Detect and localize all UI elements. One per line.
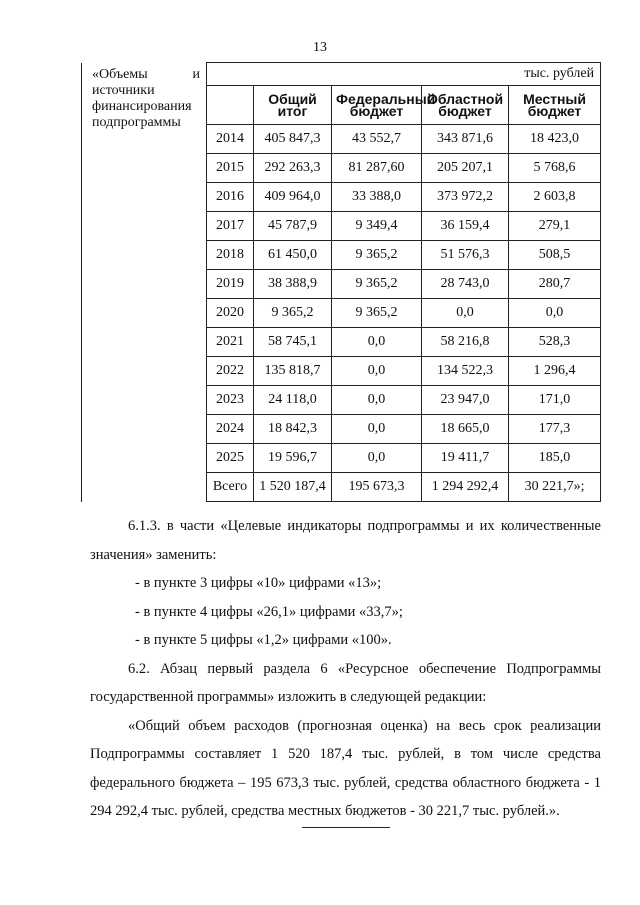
total-cell: 45 787,9 [254, 212, 332, 241]
local-cell: 30 221,7»; [509, 473, 601, 502]
regional-cell: 18 665,0 [422, 415, 509, 444]
regional-cell: 343 871,6 [422, 125, 509, 154]
label-line-sources: источники [92, 82, 155, 98]
local-cell: 185,0 [509, 444, 601, 473]
table-label-cell [82, 63, 207, 502]
regional-cell: 36 159,4 [422, 212, 509, 241]
regional-cell: 28 743,0 [422, 270, 509, 299]
year-cell: 2015 [207, 154, 254, 183]
header-local: Местный бюджет [509, 86, 601, 125]
local-cell: 0,0 [509, 299, 601, 328]
total-cell: 409 964,0 [254, 183, 332, 212]
header-regional: Областной бюджет [422, 86, 509, 125]
regional-cell: 134 522,3 [422, 357, 509, 386]
federal-cell: 9 365,2 [332, 270, 422, 299]
local-cell: 171,0 [509, 386, 601, 415]
total-cell: 292 263,3 [254, 154, 332, 183]
bullet-item-3: - в пункте 3 цифры «10» цифрами «13»; [135, 575, 382, 591]
regional-cell: 23 947,0 [422, 386, 509, 415]
year-cell: 2022 [207, 357, 254, 386]
body-text [90, 512, 601, 826]
year-cell: 2024 [207, 415, 254, 444]
federal-cell: 0,0 [332, 357, 422, 386]
units-cell: тыс. рублей [207, 63, 601, 86]
local-cell: 2 603,8 [509, 183, 601, 212]
local-cell: 528,3 [509, 328, 601, 357]
regional-cell: 19 411,7 [422, 444, 509, 473]
label-line-financing: финансирования [92, 98, 192, 114]
total-cell: 135 818,7 [254, 357, 332, 386]
year-cell: 2021 [207, 328, 254, 357]
regional-cell: 1 294 292,4 [422, 473, 509, 502]
header-federal: Федеральный бюджет [332, 86, 422, 125]
federal-cell: 33 388,0 [332, 183, 422, 212]
federal-cell: 0,0 [332, 386, 422, 415]
total-cell: 24 118,0 [254, 386, 332, 415]
total-cell: 405 847,3 [254, 125, 332, 154]
regional-cell: 51 576,3 [422, 241, 509, 270]
total-label-cell: Всего [207, 473, 254, 502]
total-cell: 19 596,7 [254, 444, 332, 473]
total-cell: 1 520 187,4 [254, 473, 332, 502]
federal-cell: 0,0 [332, 415, 422, 444]
label-word-volumes: «Объемы [92, 66, 148, 82]
federal-cell: 9 349,4 [332, 212, 422, 241]
federal-cell: 195 673,3 [332, 473, 422, 502]
paragraph-6-1-3: 6.1.3. в части «Целевые индикаторы подпрограммы и их количественные значения» заменить: [90, 518, 601, 563]
year-cell: 2017 [207, 212, 254, 241]
federal-cell: 0,0 [332, 328, 422, 357]
page-number: 13 [313, 40, 327, 55]
total-cell: 58 745,1 [254, 328, 332, 357]
paragraph-quote: «Общий объем расходов (прогнозная оценка) на весь срок реализации Подпрограммы составляет 1 520 187,4 тыс. рублей, в том числе средства федерального бюджета – 195 673,3 тыс. рублей, средства областного бюджета - 1 294 292,4 тыс. рублей, средства местных бюджетов - 30 221,7 тыс. рублей.». [90, 717, 601, 819]
total-cell: 38 388,9 [254, 270, 332, 299]
federal-cell: 9 365,2 [332, 299, 422, 328]
regional-cell: 0,0 [422, 299, 509, 328]
local-cell: 1 296,4 [509, 357, 601, 386]
year-cell: 2019 [207, 270, 254, 299]
year-cell: 2025 [207, 444, 254, 473]
local-cell: 18 423,0 [509, 125, 601, 154]
bullet-item-4: - в пункте 4 цифры «26,1» цифрами «33,7»; [135, 603, 403, 620]
regional-cell: 205 207,1 [422, 154, 509, 183]
local-cell: 280,7 [509, 270, 601, 299]
footer-rule [302, 827, 390, 828]
funding-table [81, 62, 601, 502]
regional-cell: 373 972,2 [422, 183, 509, 212]
total-cell: 18 842,3 [254, 415, 332, 444]
federal-cell: 0,0 [332, 444, 422, 473]
federal-cell: 43 552,7 [332, 125, 422, 154]
year-cell: 2020 [207, 299, 254, 328]
local-cell: 177,3 [509, 415, 601, 444]
total-cell: 61 450,0 [254, 241, 332, 270]
year-header-cell [207, 86, 254, 125]
total-cell: 9 365,2 [254, 299, 332, 328]
local-cell: 5 768,6 [509, 154, 601, 183]
year-cell: 2014 [207, 125, 254, 154]
federal-cell: 81 287,60 [332, 154, 422, 183]
bullet-item-5: - в пункте 5 цифры «1,2» цифрами «100». [135, 632, 392, 648]
label-word-and: и [192, 66, 200, 82]
regional-cell: 58 216,8 [422, 328, 509, 357]
year-cell: 2023 [207, 386, 254, 415]
local-cell: 508,5 [509, 241, 601, 270]
header-total: Общий итог [254, 86, 332, 125]
year-cell: 2018 [207, 241, 254, 270]
federal-cell: 9 365,2 [332, 241, 422, 270]
year-cell: 2016 [207, 183, 254, 212]
paragraph-6-2: 6.2. Абзац первый раздела 6 «Ресурсное обеспечение Подпрограммы государственной программы» изложить в следующей редакции: [90, 660, 601, 705]
label-line-subprogram: подпрограммы [92, 114, 181, 130]
local-cell: 279,1 [509, 212, 601, 241]
